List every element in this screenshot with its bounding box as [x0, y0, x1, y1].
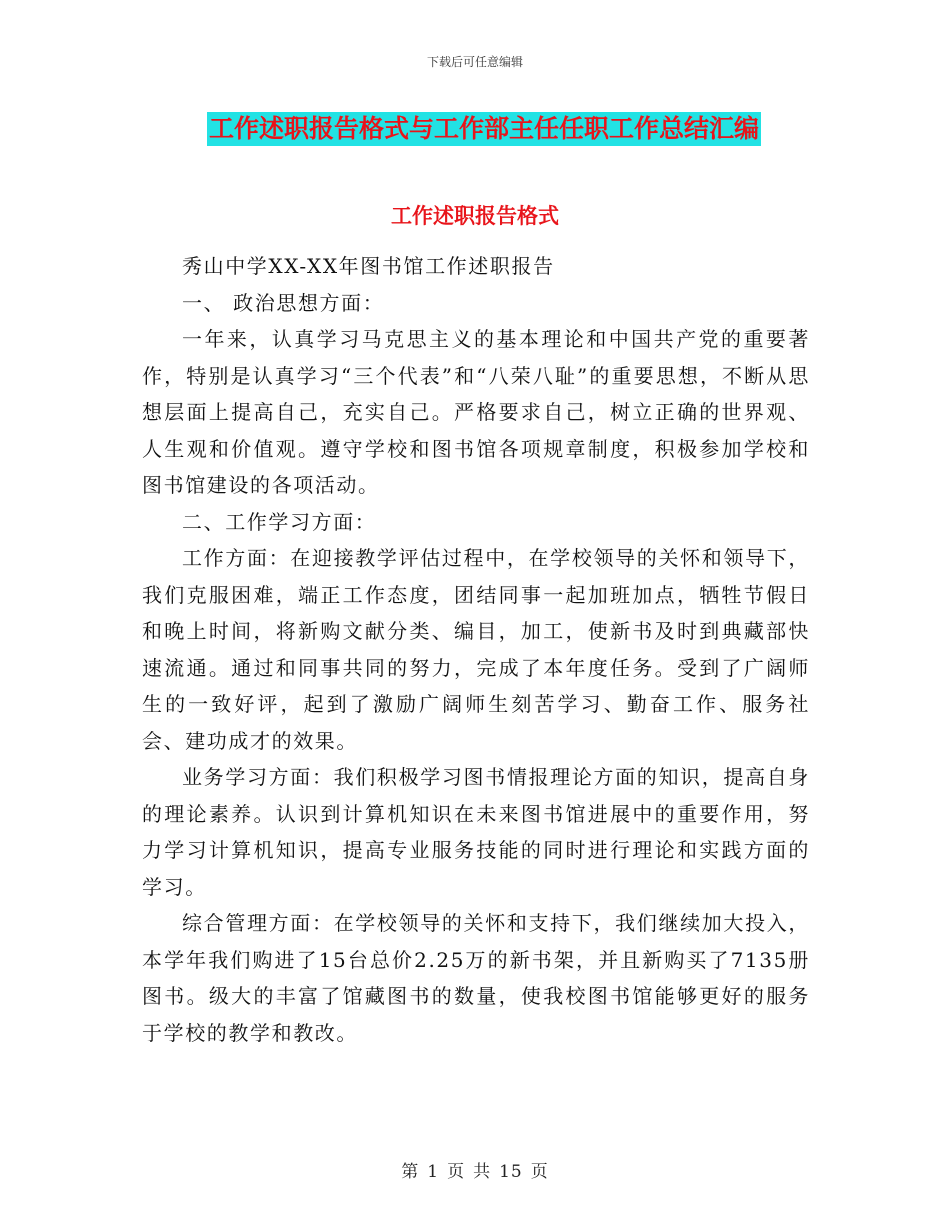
page-total-prefix: 共: [473, 1162, 492, 1182]
section-title: 工作述职报告格式: [391, 203, 559, 228]
paragraph-work-content: 工作方面：在迎接教学评估过程中，在学校领导的关怀和领导下，我们克服困难，端正工作态度，团结同事一起加班加点，牺牲节假日和晚上时间，将新购文献分类、编目，加工，使新书及时到典藏部快速流通。通过和同事共同的努力，完成了本年度任务。受到了广阔师生的一致好评，起到了激励广阔师生刻苦学习、勤奋工作、服务社会、建功成才的效果。: [142, 546, 810, 753]
document-body: [142, 248, 810, 1051]
paragraph-heading-political: 一、 政治思想方面：: [182, 290, 385, 315]
page-mid: 页: [447, 1162, 466, 1182]
page-total: 15: [499, 1162, 523, 1182]
page-current: 1: [427, 1162, 440, 1182]
paragraph-management-content: 综合管理方面：在学校领导的关怀和支持下，我们继续加大投入，本学年我们购进了15台总价2.25万的新书架，并且新购买了7135册图书。级大的丰富了馆藏图书的数量，使我校图书馆能够更好的服务于学校的教学和教改。: [142, 911, 810, 1045]
paragraph-study-content: 业务学习方面：我们积极学习图书情报理论方面的知识，提高自身的理论素养。认识到计算机知识在未来图书馆进展中的重要作用，努力学习计算机知识，提高专业服务技能的同时进行理论和实践方面的学习。: [142, 765, 810, 899]
document-main-title: 工作述职报告格式与工作部主任任职工作总结汇编: [207, 112, 761, 146]
paragraph-political-content: 一年来，认真学习马克思主义的基本理论和中国共产党的重要著作，特别是认真学习“三个代表”和“八荣八耻”的重要思想，不断从思想层面上提高自己，充实自己。严格要求自己，树立正确的世界观、人生观和价值观。遵守学校和图书馆各项规章制度，积极参加学校和图书馆建设的各项活动。: [142, 327, 810, 497]
paragraph-heading-work-study: 二、工作学习方面：: [182, 509, 377, 534]
page-suffix: 页: [530, 1162, 549, 1182]
page-prefix: 第: [401, 1162, 420, 1182]
page-footer: [0, 1157, 950, 1182]
header-note: 下载后可任意编辑: [426, 55, 523, 69]
paragraph-report-title: 秀山中学XX-XX年图书馆工作述职报告: [182, 254, 555, 278]
